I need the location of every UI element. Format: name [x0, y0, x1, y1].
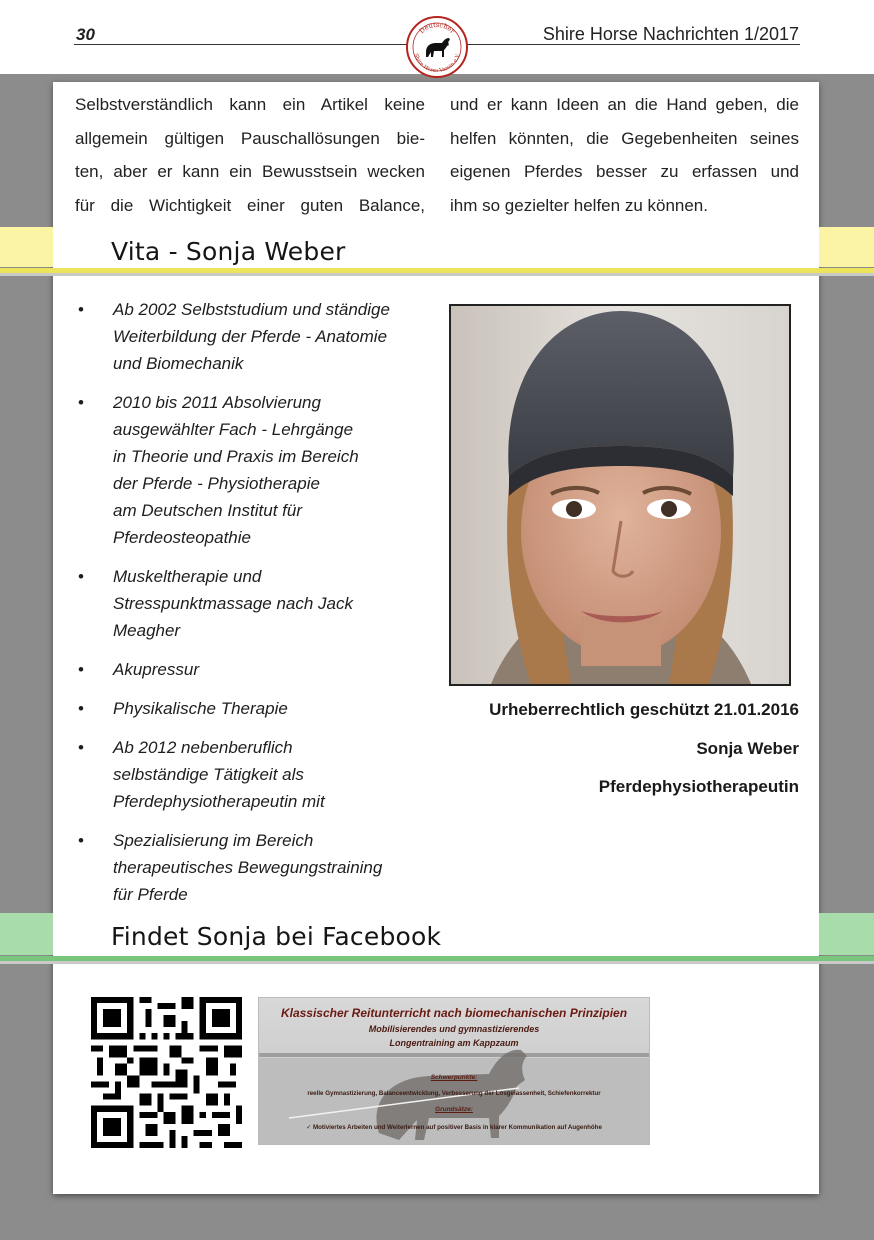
- list-item-line: am Deutschen Institut für: [113, 501, 302, 520]
- facebook-band-card-lower: [53, 964, 819, 976]
- vita-band-card-lower: [53, 276, 819, 288]
- list-item: [75, 389, 435, 551]
- list-item: [75, 734, 435, 815]
- bullet: •: [78, 567, 84, 586]
- list-item-line: Ab 2012 nebenberuflich: [113, 738, 293, 757]
- list-item-line: 2010 bis 2011 Absolvierung: [113, 393, 321, 412]
- photo-role: Pferdephysiotherapeutin: [598, 777, 799, 796]
- intro-line: für die Wichtigkeit einer guten Balance,: [75, 195, 425, 215]
- list-item: [75, 656, 435, 683]
- intro-line: Selbstverständlich kann ein Artikel keine: [75, 95, 425, 114]
- bullet: •: [78, 699, 84, 718]
- banner-principles-text: ✓ Motiviertes Arbeiten und Weiterlernen auf positiver Basis in klarer Kommunikation auf Augenhöhe: [306, 1124, 602, 1131]
- logo-text-top: Deutscher: [417, 20, 457, 36]
- list-item-line: Muskeltherapie und: [113, 567, 262, 586]
- intro-line: eigenen Pferdes besser zu erfassen und: [450, 162, 799, 181]
- list-item-line: Spezialisierung im Bereich: [113, 831, 314, 850]
- list-item-line: Akupressur: [113, 660, 199, 679]
- list-item-line: Weiterbildung der Pferde - Anatomie: [113, 327, 388, 346]
- bullet: •: [78, 738, 84, 757]
- banner-label-principles: Grundsätze:: [435, 1106, 473, 1113]
- banner-subtitle: Mobilisierendes und gymnastizierendes: [368, 1024, 540, 1034]
- list-item: [75, 563, 435, 644]
- list-item: [75, 296, 435, 377]
- list-item-line: Pferdephysiotherapeutin mit: [113, 792, 325, 811]
- list-item: [75, 695, 435, 722]
- intro-line: ihm so gezielter helfen zu können.: [450, 195, 708, 215]
- banner-focus-text: reelle Gymnastizierung, Balanceentwicklung, Verbesserung der Losgelassenheit, Schiefenkorrektur: [307, 1090, 601, 1097]
- logo-text-bottom: Shire Horse Verein e.V.: [412, 53, 462, 75]
- list-item-line: der Pferde - Physiotherapie: [113, 474, 320, 493]
- intro-line: helfen könnten, die Gegebenheiten seines: [450, 128, 799, 148]
- intro-column-left: [75, 88, 425, 222]
- vita-heading: Vita - Sonja Weber: [111, 237, 346, 266]
- list-item-line: und Biomechanik: [113, 354, 244, 373]
- photo-copyright: Urheberrechtlich geschützt 21.01.2016: [489, 700, 799, 719]
- list-item-line: therapeutisches Bewegungstraining: [113, 858, 383, 877]
- portrait-photo: [449, 304, 791, 686]
- riding-lesson-banner: [258, 997, 650, 1145]
- bullet: •: [78, 831, 84, 850]
- bullet: •: [78, 300, 84, 319]
- qr-code[interactable]: [91, 997, 242, 1148]
- club-logo: [406, 16, 468, 78]
- vita-list: [75, 296, 435, 920]
- list-item-line: für Pferde: [113, 885, 188, 904]
- photo-name: Sonja Weber: [696, 739, 799, 758]
- list-item-line: Pferdeosteopathie: [113, 528, 251, 547]
- intro-column-right: [450, 88, 799, 222]
- list-item-line: in Theorie und Praxis im Bereich: [113, 447, 359, 466]
- banner-subtitle: Longentraining am Kappzaum: [389, 1038, 519, 1048]
- magazine-title: Shire Horse Nachrichten 1/2017: [542, 24, 799, 44]
- intro-line: und er kann Ideen an die Hand geben, die: [450, 95, 799, 114]
- horse-photo-background: [259, 998, 650, 1145]
- bullet: •: [78, 660, 84, 679]
- list-item-line: Ab 2002 Selbststudium und ständige: [113, 300, 390, 319]
- portrait-image: [451, 306, 789, 684]
- banner-label-focus: Schwerpunkte:: [430, 1074, 478, 1081]
- banner-title: Klassischer Reitunterricht nach biomechanischen Prinzipien: [280, 1006, 628, 1020]
- intro-line: allgemein gültigen Pauschallösungen bie-: [75, 128, 425, 148]
- list-item: [75, 827, 435, 908]
- list-item-line: Physikalische Therapie: [113, 699, 288, 718]
- list-item-line: Stresspunktmassage nach Jack: [113, 594, 354, 613]
- page-number: 30: [76, 25, 95, 44]
- list-item-line: Meagher: [113, 621, 181, 640]
- bullet: •: [78, 393, 84, 412]
- list-item-line: selbständige Tätigkeit als: [113, 765, 304, 784]
- facebook-heading: Findet Sonja bei Facebook: [111, 922, 442, 951]
- list-item-line: ausgewählter Fach - Lehrgänge: [113, 420, 354, 439]
- intro-line: ten, aber er kann ein Bewusstsein wecken: [75, 162, 425, 181]
